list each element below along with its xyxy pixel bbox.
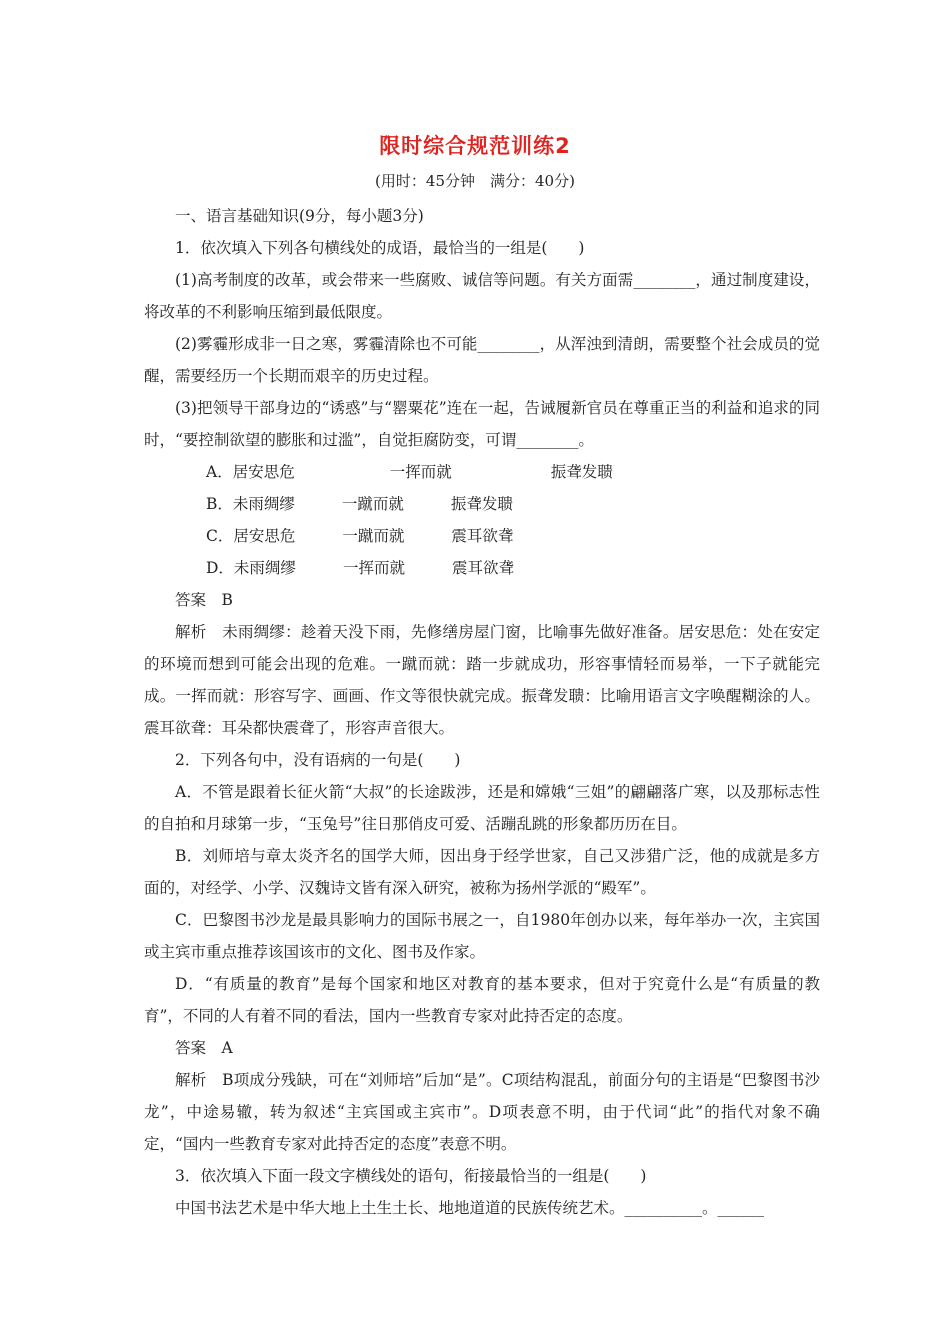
question-1-option-b	[144, 488, 820, 520]
option-c-word-1: C．居安思危	[206, 527, 296, 545]
option-a-word-3: 振聋发聩	[550, 463, 613, 481]
option-a-word-1: A．居安思危	[206, 463, 295, 481]
question-1-option-a	[144, 456, 820, 488]
option-a-word-2: 一挥而就	[389, 463, 452, 481]
option-b-word-1: B．未雨绸缪	[206, 495, 295, 513]
question-1-stem: 1．依次填入下列各句横线处的成语，最恰当的一组是( )	[175, 239, 585, 257]
question-2-option-c: C．巴黎图书沙龙是最具影响力的国际书展之一，自1980年创办以来，每年举办一次，主宾国或主宾市重点推荐该国该市的文化、图书及作家。	[144, 911, 820, 961]
option-b-word-3: 振聋发聩	[450, 495, 513, 513]
question-1-analysis: 解析 未雨绸缪：趁着天没下雨，先修缮房屋门窗，比喻事先做好准备。居安思危：处在安定的环境而想到可能会出现的危难。一蹴而就：踏一步就成功，形容事情轻而易举，一下子就能完成。一挥而就：形容写字、画画、作文等很快就完成。振聋发聩：比喻用语言文字唤醒糊涂的人。震耳欲聋：耳朵都快震聋了，形容声音很大。	[144, 623, 820, 737]
question-2-option-a: A．不管是跟着长征火箭“大叔”的长途跋涉，还是和嫦娥“三姐”的翩翩落广寒，以及那标志性的自拍和月球第一步，“玉兔号”往日那俏皮可爱、活蹦乱跳的形象都历历在目。	[144, 783, 820, 833]
question-1-sentence-1: (1)高考制度的改革，或会带来一些腐败、诚信等问题。有关方面需________，通过制度建设，将改革的不利影响压缩到最低限度。	[144, 271, 820, 321]
question-1-sentence-3: (3)把领导干部身边的“诱惑”与“罂粟花”连在一起，告诫履新官员在尊重正当的利益和追求的同时，“要控制欲望的膨胀和过滥”，自觉拒腐防变，可谓________。	[144, 399, 820, 449]
option-c-word-2: 一蹴而就	[342, 527, 405, 545]
question-1-option-d	[144, 552, 820, 584]
section-heading: 一、语言基础知识(9分，每小题3分)	[175, 207, 424, 225]
option-d-word-2: 一挥而就	[342, 559, 405, 577]
document-body	[144, 200, 820, 1224]
question-1-answer: 答案 B	[175, 591, 233, 609]
question-2-analysis: 解析 B项成分残缺，可在“刘师培”后加“是”。C项结构混乱，前面分句的主语是“巴黎图书沙龙”，中途易辙，转为叙述“主宾国或主宾市”。D项表意不明，由于代词“此”的指代对象不确定，“国内一些教育专家对此持否定的态度”表意不明。	[144, 1071, 820, 1153]
option-b-word-2: 一蹴而就	[341, 495, 404, 513]
question-2-stem: 2．下列各句中，没有语病的一句是( )	[175, 751, 461, 769]
question-2-option-d: D．“有质量的教育”是每个国家和地区对教育的基本要求，但对于究竟什么是“有质量的教育”，不同的人有着不同的看法，国内一些教育专家对此持否定的态度。	[144, 975, 820, 1025]
option-d-word-3: 震耳欲聋	[451, 559, 514, 577]
question-2-option-b: B．刘师培与章太炎齐名的国学大师，因出身于经学世家，自己又涉猎广泛，他的成就是多方面的，对经学、小学、汉魏诗文皆有深入研究，被称为扬州学派的“殿军”。	[144, 847, 820, 897]
option-d-word-1: D．未雨绸缪	[206, 559, 296, 577]
question-3-stem: 3．依次填入下面一段文字横线处的语句，衔接最恰当的一组是( )	[175, 1167, 647, 1185]
question-2-answer: 答案 A	[175, 1039, 233, 1057]
question-1-sentence-2: (2)雾霾形成非一日之寒，雾霾清除也不可能________，从浑浊到清朗，需要整个社会成员的觉醒，需要经历一个长期而艰辛的历史过程。	[144, 335, 820, 385]
question-1-option-c	[144, 520, 820, 552]
option-c-word-3: 震耳欲聋	[451, 527, 514, 545]
question-3-text: 中国书法艺术是中华大地上土生土长、地地道道的民族传统艺术。__________。______	[175, 1199, 765, 1217]
time-score-info: (用时：45分钟 满分：40分)	[375, 172, 575, 190]
page-title: 限时综合规范训练2	[379, 134, 571, 158]
